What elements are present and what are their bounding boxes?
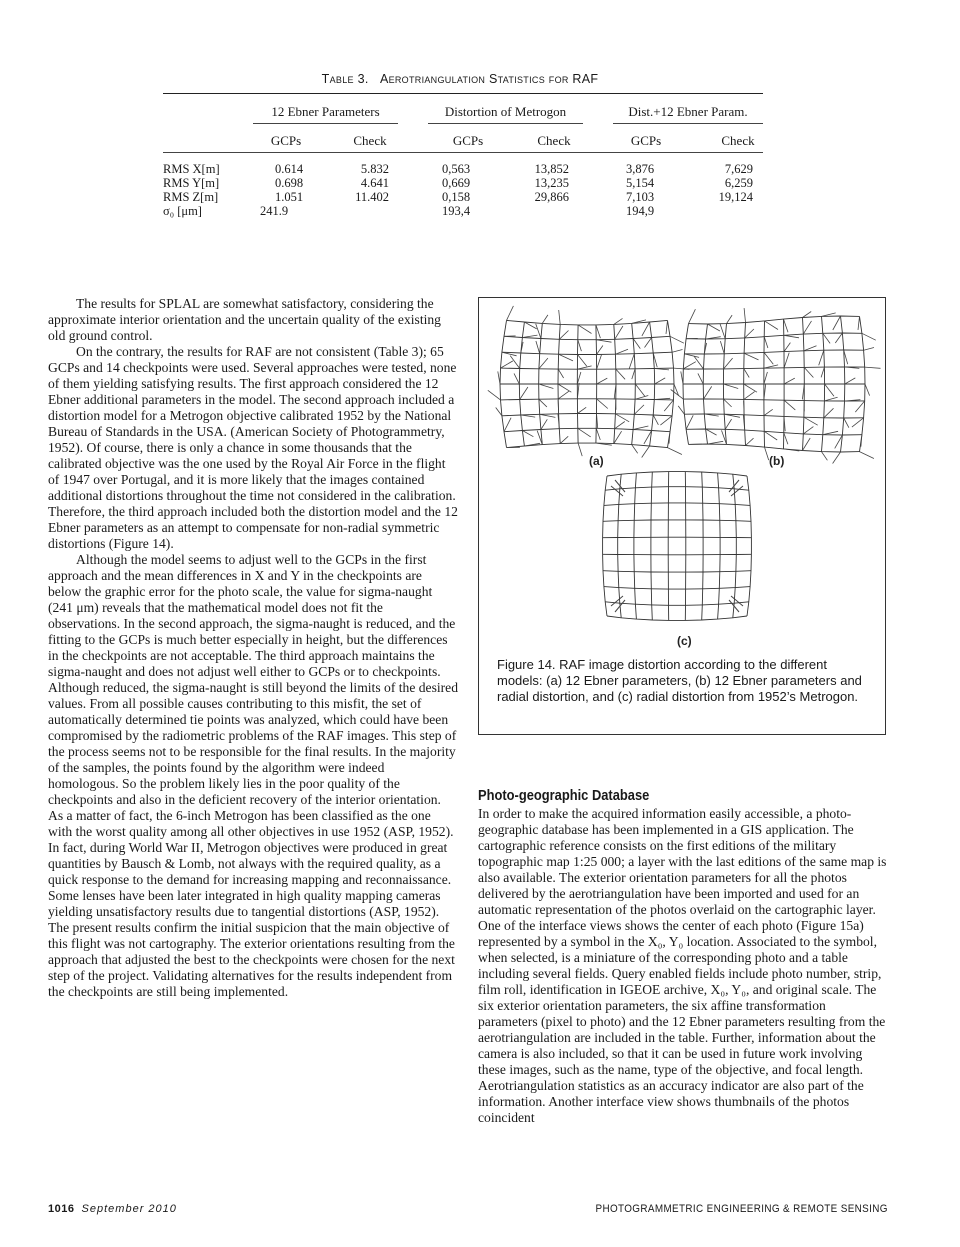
distortion-vector xyxy=(653,415,658,425)
distortion-vector xyxy=(823,333,830,343)
distortion-vector xyxy=(634,405,644,414)
distortion-vector xyxy=(784,400,795,410)
distortion-vector xyxy=(597,346,603,355)
distortion-vector xyxy=(803,321,811,334)
grid-line xyxy=(651,472,652,620)
col-header: Check xyxy=(353,133,387,148)
footer-left xyxy=(48,1203,177,1215)
distortion-vector xyxy=(686,415,693,429)
distortion-vector xyxy=(822,452,828,461)
table-cell: 0,158 xyxy=(442,190,471,204)
distortion-vector xyxy=(629,354,634,369)
distortion-grid-a xyxy=(488,306,690,458)
distortion-vector xyxy=(615,349,628,354)
distortion-vector xyxy=(632,369,635,379)
table-cell: 1.051 xyxy=(275,190,304,204)
distortion-vector xyxy=(514,373,519,384)
distortion-vector xyxy=(723,384,738,389)
left-column-text xyxy=(48,296,458,1000)
journal-name: PHOTOGRAMMETRIC ENGINEERING & REMOTE SENSING xyxy=(595,1203,888,1215)
distortion-vector xyxy=(804,417,818,425)
distortion-vector xyxy=(539,399,547,407)
distortion-vector xyxy=(558,400,559,414)
distortion-vector xyxy=(633,426,648,430)
distortion-vector xyxy=(746,438,754,445)
distortion-vector xyxy=(724,399,732,407)
paragraph: Although the model seems to adjust well to the GCPs in the first approach and the mean differences in X and Y in the checkpoints are below the graphic error for the photo scale, the value for sigma-naught (241 μm) reveals that the mathematical model does not fit the observations. In the second approach, the sigma-naught is reduced, and the fitting to the GCPs is much better especially in height, but the differences in the checkpoints are not acceptable. The third approach maintains the sigma-naught and does not adjust well either to GCPs or to checkpoints. Although reduced, the sigma-naught is still beyond the limits of the desired values. From all possible causes contributing to this misfit, the set of automatically determined tie points was analyzed, which could have been compromised by the radiometric problems of the RAF images. This step of the process seems not to be responsible for the final results. In the majority of the samples, the points found by the algorithm were indeed homologous. So the problem likely lies in the poor quality of the checkpoints and also in the deficient recovery of the interior orientation. As a matter of fact, the 6-inch Metrogon has been classified as the one with the worst quality among all other objectives in use 1952 (ASP, 1952). In fact, during World War II, Metrogon objectives were produced in great quantities by Bausch & Lomb, not always with the required quality, as a quick response to the demand for increasing mapping and reconnaissance. Some lenses have been later integrated in high quality mapping cameras yielding unsatisfactory results due to tangential distortions (ASP, 1952). The present results confirm the initial suspicion that the main objective of this flight was not cartography. The exterior orientations resulting from the approach that adjusted the best to the checkpoints were chosen for the next step of the project. Validating alternatives for the results independent from the checkpoints are still being implemented. xyxy=(48,552,459,999)
figure-label-c: (c) xyxy=(677,634,692,648)
grid-line xyxy=(604,503,750,506)
grid-line xyxy=(504,428,670,431)
table-cell: 5,154 xyxy=(626,176,655,190)
distortion-vector xyxy=(824,408,834,418)
figure-label-a: (a) xyxy=(589,454,604,468)
distortion-vector xyxy=(784,353,789,368)
grid-line xyxy=(689,444,860,452)
distortion-vector xyxy=(577,372,581,384)
distortion-vector xyxy=(803,438,811,451)
distortion-vector xyxy=(689,309,696,323)
distortion-vector xyxy=(865,367,881,368)
grid-line xyxy=(607,472,747,476)
distortion-vector xyxy=(536,341,540,354)
distortion-vector xyxy=(764,409,773,415)
grid-line xyxy=(747,476,751,616)
grid-line xyxy=(702,472,703,620)
table-caption-title: Aerotriangulation Statistics for RAF xyxy=(379,72,599,86)
distortion-vector xyxy=(765,321,779,330)
distortion-vector xyxy=(507,306,514,321)
grid-line xyxy=(683,367,864,369)
distortion-vector xyxy=(725,419,731,429)
distortion-vector xyxy=(845,378,856,384)
col-header: GCPs xyxy=(630,133,662,148)
row-label: RMS Y[m] xyxy=(163,176,220,190)
distortion-vector xyxy=(727,315,733,324)
row-label: RMS Z[m] xyxy=(163,190,219,204)
distortion-vector xyxy=(670,336,684,343)
distortion-vector xyxy=(744,384,757,392)
grid-line xyxy=(603,476,607,616)
distortion-vector xyxy=(745,329,754,338)
table-top-rule xyxy=(163,93,763,94)
grid-line xyxy=(668,472,669,621)
distortion-vector xyxy=(803,312,812,318)
distortion-vector xyxy=(666,320,668,334)
distortion-vector xyxy=(539,358,548,369)
col-header: GCPs xyxy=(270,133,302,148)
distortion-vector xyxy=(559,310,561,324)
distortion-vector xyxy=(694,356,704,369)
distortion-vector xyxy=(504,418,511,432)
distortion-vector xyxy=(616,369,625,379)
distortion-vector xyxy=(744,353,758,360)
distortion-vector xyxy=(825,384,834,396)
table-cell: 194,9 xyxy=(626,204,655,218)
grid-line xyxy=(502,352,672,354)
table-cell: 4.641 xyxy=(360,176,389,190)
distortion-vector xyxy=(819,350,824,365)
distortion-vector xyxy=(596,340,611,343)
group-rule-ebner xyxy=(253,123,398,124)
distortion-vector xyxy=(833,452,841,464)
table-cell: 193,4 xyxy=(442,204,471,218)
distortion-vector xyxy=(864,348,874,351)
grid-line xyxy=(603,520,751,521)
table-row xyxy=(163,176,763,190)
distortion-vector xyxy=(635,384,645,396)
distortion-vector xyxy=(744,369,749,378)
table-cell: 0.698 xyxy=(275,176,304,190)
distortion-vector xyxy=(865,384,870,396)
distortion-vector xyxy=(501,361,513,368)
distortion-vector xyxy=(596,428,600,440)
distortion-vector xyxy=(708,441,724,444)
distortion-vector xyxy=(578,355,587,367)
table-row xyxy=(163,162,763,176)
distortion-vector xyxy=(861,435,862,447)
group-rule-dist-ebner xyxy=(613,123,763,124)
distortion-vector xyxy=(558,384,571,392)
grid-line xyxy=(501,368,674,369)
distortion-vector xyxy=(784,378,795,384)
distortion-vector xyxy=(642,322,650,336)
distortion-vector xyxy=(784,319,789,332)
distortion-vector xyxy=(764,372,768,384)
distortion-vector xyxy=(578,428,591,437)
distortion-vector xyxy=(559,354,573,361)
grid-line xyxy=(618,474,622,618)
distortion-vector xyxy=(804,367,813,377)
distortion-vector xyxy=(823,431,838,434)
grid-line xyxy=(718,473,721,619)
table-row xyxy=(163,204,763,218)
group-header-ebner: 12 Ebner Parameters xyxy=(271,104,380,119)
distortion-vector xyxy=(672,350,682,353)
grid-line xyxy=(733,474,737,618)
distortion-vector xyxy=(764,431,777,440)
distortion-vector xyxy=(655,378,666,384)
group-header-dist-ebner: Dist.+12 Ebner Param. xyxy=(628,104,748,119)
table-cell: 29,866 xyxy=(534,190,569,204)
grid-line xyxy=(685,472,686,621)
grid-line xyxy=(684,414,863,418)
distortion-vector xyxy=(803,427,813,434)
table-caption xyxy=(160,72,760,86)
col-header: Check xyxy=(721,133,755,148)
grid-line xyxy=(604,587,750,590)
grid-line xyxy=(603,554,752,555)
distortion-vector xyxy=(844,418,849,428)
table-cell: 0,669 xyxy=(442,176,471,190)
distortion-vector xyxy=(520,387,528,400)
table-cell: 7,103 xyxy=(626,190,655,204)
page-number: 1016 xyxy=(48,1203,75,1215)
distortion-vector xyxy=(852,418,864,427)
figure-label-b: (b) xyxy=(769,454,785,468)
distortion-vector xyxy=(724,358,733,369)
table-caption-number: Table 3. xyxy=(321,72,369,86)
table-cell: 11.402 xyxy=(355,190,389,204)
distortion-vector xyxy=(615,326,623,339)
distortion-vector xyxy=(578,443,582,456)
distortion-vector xyxy=(764,352,773,364)
distortion-vector xyxy=(645,338,652,348)
table-cell: 3,876 xyxy=(626,162,655,176)
grid-line xyxy=(507,320,668,325)
distortion-vector xyxy=(597,399,608,409)
distortion-grid-c xyxy=(603,472,752,621)
distortion-vector xyxy=(669,432,670,444)
table-cell: 19,124 xyxy=(718,190,753,204)
distortion-vector xyxy=(821,367,824,377)
right-column-text xyxy=(478,806,888,1126)
table-cell: 7,629 xyxy=(724,162,753,176)
table-cell: 13,235 xyxy=(534,176,569,190)
col-header: GCPs xyxy=(452,133,484,148)
distortion-vector xyxy=(681,371,683,384)
table-cell: 241.9 xyxy=(260,204,289,218)
grid-line xyxy=(607,616,747,620)
grid-line xyxy=(683,399,864,401)
distortion-vector xyxy=(642,446,650,458)
distortion-vector xyxy=(835,333,842,343)
grid-line xyxy=(689,316,860,324)
distortion-grid-b xyxy=(671,308,881,463)
distortion-vector xyxy=(744,308,745,322)
paragraph: In order to make the acquired information easily accessible, a photo-geographic database has been implemented in a GIS application. The cartographic reference consists on the first editions of the military topographic map 1:25 000; a layer with the last editions of the same map is also available. The exterior orientation parameters for all the photos delivered by the aerotriangulation have been imported and used for an automatic representation of the photos overlaid on the cartographic layer. One of the interface views shows the center of each photo (Figure 15a) represented by a symbol in the X₀, Y₀ location. Associated to the symbol, when selected, is a miniature of the corresponding photo and a table including several fields. Query enabled fields include photo number, strip, film roll, identification in IGEOE archive, X₀, Y₀, and original scale. The six exterior orientation parameters, the six affine transformation parameters (pixel to photo) and the 12 Ebner parameters resulting from the aerotriangulation are included in the table. Further, information about the camera is also included, so that it can be used in future work involving these images, such as the name, type of the objective, and focal length. Aerotriangulation statistics as an accuracy indicator are also part of the information. Another interface view shows thumbnails of the photos coincident xyxy=(478,806,887,1125)
distortion-vector xyxy=(521,415,535,417)
distortion-vector xyxy=(539,384,554,389)
distortion-vector xyxy=(615,422,625,429)
distortion-vector xyxy=(578,325,591,334)
distortion-vector xyxy=(578,407,587,413)
grid-line xyxy=(605,487,749,491)
distortion-vector xyxy=(683,362,696,369)
distortion-vector xyxy=(614,318,623,324)
distortion-vector xyxy=(541,419,547,429)
distortion-vector xyxy=(632,445,638,454)
table-cell: 13,852 xyxy=(534,162,569,176)
distortion-vector xyxy=(858,316,860,330)
grid-line xyxy=(605,602,749,606)
distortion-vector xyxy=(784,335,799,338)
col-header: Check xyxy=(537,133,571,148)
grid-line xyxy=(502,414,672,416)
distortion-vector xyxy=(704,386,712,399)
distortion-vector xyxy=(664,400,673,411)
distortion-vector xyxy=(578,340,582,351)
distortion-vector xyxy=(488,390,501,400)
figure-14 xyxy=(478,297,886,735)
distortion-vector xyxy=(764,337,768,348)
distortion-vector xyxy=(744,392,755,400)
row-label: σ₀ [μm] xyxy=(163,204,202,218)
grid-line xyxy=(684,350,863,354)
table-cell: 6,259 xyxy=(724,176,753,190)
distortion-vector xyxy=(540,414,556,417)
table-header-rule xyxy=(163,152,763,153)
distortion-vector xyxy=(862,333,876,340)
distortion-vector xyxy=(635,396,648,400)
distortion-vector xyxy=(536,324,541,339)
distortion-vector xyxy=(660,416,672,425)
distortion-vector xyxy=(784,433,788,445)
distortion-vector xyxy=(720,324,725,339)
figure-caption: Figure 14. RAF image distortion according to the different models: (a) 12 Ebner parameters, (b) 12 Ebner parameters and radial distortion, and (c) radial distortion from 1952’s Metrogon. xyxy=(497,657,862,704)
distortion-vector xyxy=(542,315,548,324)
distortion-vector xyxy=(615,414,629,422)
distortion-vector xyxy=(824,397,837,401)
distortion-vector xyxy=(522,431,533,437)
distortion-vector xyxy=(560,436,568,443)
group-header-metrogon: Distortion of Metrogon xyxy=(444,104,567,119)
distortion-vector xyxy=(558,369,563,378)
issue-date: September 2010 xyxy=(81,1203,177,1215)
section-heading: Photo-geographic Database xyxy=(478,787,650,804)
distortion-vector xyxy=(577,366,591,369)
grid-line xyxy=(634,473,637,619)
distortion-vector xyxy=(498,371,500,384)
table-cell: 0,563 xyxy=(442,162,471,176)
distortion-vector xyxy=(698,373,703,384)
distortion-vector xyxy=(597,378,608,384)
distortion-vector xyxy=(668,448,682,455)
distortion-vector xyxy=(860,452,874,459)
grid-line xyxy=(501,399,674,400)
distortion-vector xyxy=(744,401,745,415)
group-rule-metrogon xyxy=(428,123,583,124)
table-cell: 0.614 xyxy=(275,162,304,176)
distortion-vector xyxy=(559,331,568,340)
grid-line xyxy=(603,571,751,572)
paragraph: On the contrary, the results for RAF are not consistent (Table 3); 65 GCPs and 14 checkpoints were used. Several approaches were tested, none of them yielding satisfying results. The first approach considered the 12 Ebner additional parameters in the model. The second approach included a distortion model for a Metrogon objective calibrated 1952 by the National Bureau of Standards in the USA. (American Society of Photogrammetry, 1952). Of course, there is only a chance in some thousands that the calibrated objective was the one used by the Royal Air Force in the flight of 1947 over Portugal, and it is more likely that the images contained additional distortions throughout the time not considered in the calibration. Therefore, the third approach included both the distortion model and the 12 Ebner parameters as an attempt to compensate for non-radial symmetric distortions (Figure 14). xyxy=(48,344,458,551)
grid-line xyxy=(507,443,668,448)
distortion-vector xyxy=(597,354,602,369)
distortion-vector xyxy=(833,316,841,330)
table-cell: 5.832 xyxy=(360,162,389,176)
distortion-vector xyxy=(855,401,864,412)
table-row xyxy=(163,190,763,204)
distortion-vector xyxy=(558,391,569,399)
paragraph: The results for SPLAL are somewhat satisfactory, considering the approximate interior orientation and the uncertain quality of the existing old ground control. xyxy=(48,296,441,343)
distortion-vector xyxy=(708,324,720,331)
distortion-vector xyxy=(522,335,537,337)
distortion-vector xyxy=(706,429,717,435)
distortion-vector xyxy=(784,343,790,352)
distortion-vector xyxy=(720,341,724,354)
grid-line xyxy=(603,537,752,538)
row-label: RMS X[m] xyxy=(163,162,220,176)
distortion-vector xyxy=(614,431,622,443)
